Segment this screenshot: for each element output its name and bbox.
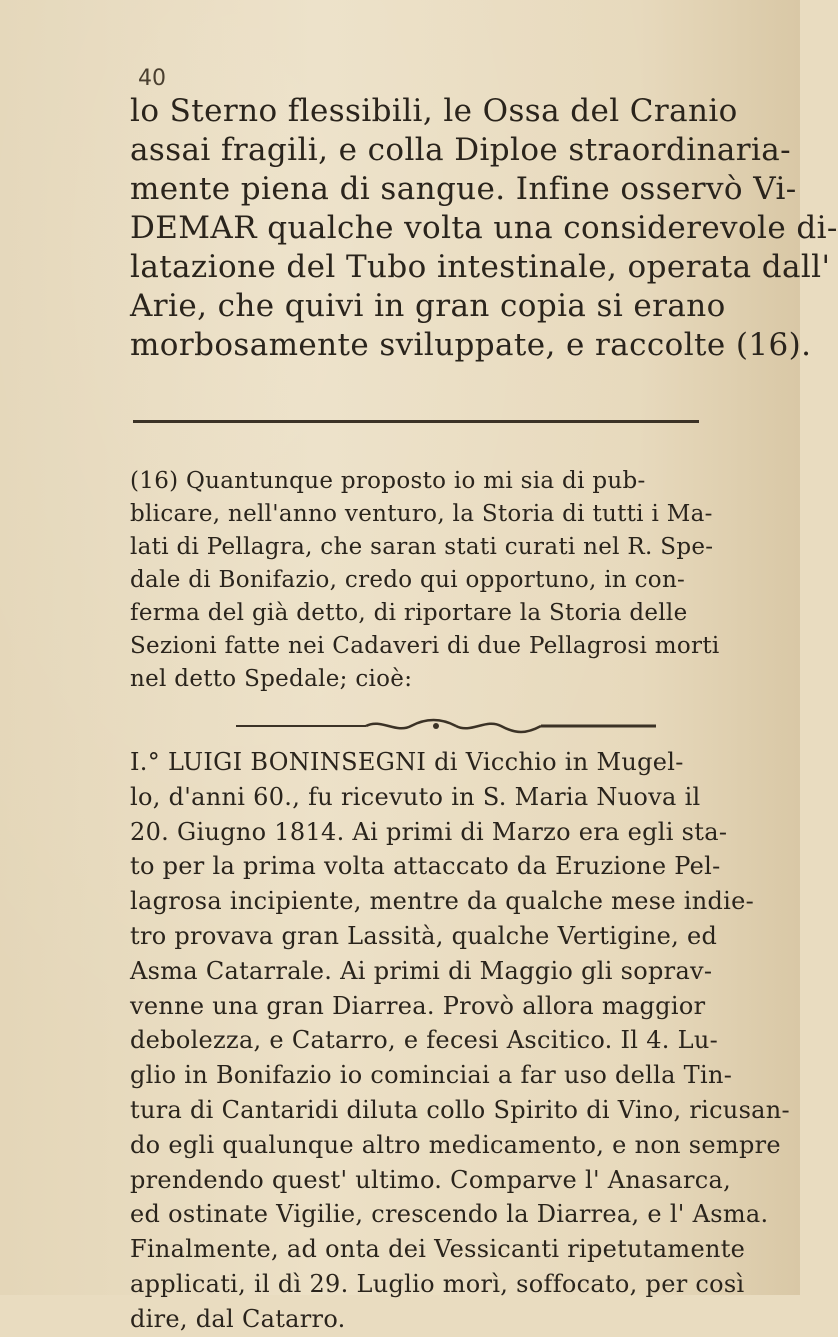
text-line: latazione del Tubo intestinale, operata dall': [130, 249, 831, 285]
case-line: venne una gran Diarrea. Provò allora maggior: [130, 991, 706, 1020]
case-line: Asma Catarrale. Ai primi di Maggio gli soprav-: [130, 956, 713, 985]
footnote-line: (16) Quantunque proposto io mi sia di pub-: [130, 468, 646, 494]
footnote-line: Sezioni fatte nei Cadaveri di due Pellagrosi morti: [130, 633, 720, 659]
main-text-paragraph: [130, 92, 838, 365]
ornamental-divider: [236, 718, 656, 734]
footnote-line: lati di Pellagra, che saran stati curati nel R. Spe-: [130, 534, 714, 560]
footnote-line: dale di Bonifazio, credo qui opportuno, in con-: [130, 567, 686, 593]
case-line: debolezza, e Catarro, e fecesi Ascitico. Il 4. Lu-: [130, 1026, 719, 1055]
text-line: assai fragili, e colla Diploe straordinaria-: [130, 132, 792, 168]
case-line: prendendo quest' ultimo. Comparve l' Anasarca,: [130, 1165, 732, 1194]
text-line: DEMAR qualche volta una considerevole di-: [130, 210, 838, 246]
case-line: to per la prima volta attaccato da Eruzione Pel-: [130, 852, 721, 881]
text-line: morbosamente sviluppate, e raccolte (16).: [130, 327, 812, 363]
case-line: do egli qualunque altro medicamento, e non sempre: [130, 1130, 781, 1159]
footnote-paragraph: [130, 465, 740, 696]
footnote-line: ferma del già detto, di riportare la Storia delle: [130, 600, 688, 626]
case-line: glio in Bonifazio io cominciai a far uso della Tin-: [130, 1061, 733, 1090]
case-line: applicati, il dì 29. Luglio morì, soffocato, per così: [130, 1269, 745, 1298]
case-line: dire, dal Catarro.: [130, 1304, 346, 1333]
text-line: Arie, che quivi in gran copia si erano: [130, 288, 726, 324]
text-line: lo Sterno flessibili, le Ossa del Cranio: [130, 93, 738, 129]
page-number: 40: [138, 66, 166, 91]
case-line: tro provava gran Lassità, qualche Vertigine, ed: [130, 921, 718, 950]
footnote-line: blicare, nell'anno venturo, la Storia di tutti i Ma-: [130, 501, 713, 527]
case-history-paragraph: [130, 745, 790, 1337]
case-line: tura di Cantaridi diluta collo Spirito di Vino, ricusan-: [130, 1095, 790, 1124]
case-line: lo, d'anni 60., fu ricevuto in S. Maria Nuova il: [130, 782, 701, 811]
case-line: ed ostinate Vigilie, crescendo la Diarrea, e l' Asma.: [130, 1200, 769, 1229]
case-line: 20. Giugno 1814. Ai primi di Marzo era egli sta-: [130, 817, 728, 846]
footnote-separator-rule: [133, 420, 699, 423]
footnote-line: nel detto Spedale; cioè:: [130, 666, 413, 692]
text-line: mente piena di sangue. Infine osservò Vi-: [130, 171, 797, 207]
case-line: Finalmente, ad onta dei Vessicanti ripetutamente: [130, 1235, 746, 1264]
case-line: lagrosa incipiente, mentre da qualche mese indie-: [130, 887, 755, 916]
case-line: I.° LUIGI BONINSEGNI di Vicchio in Mugel-: [130, 748, 684, 776]
